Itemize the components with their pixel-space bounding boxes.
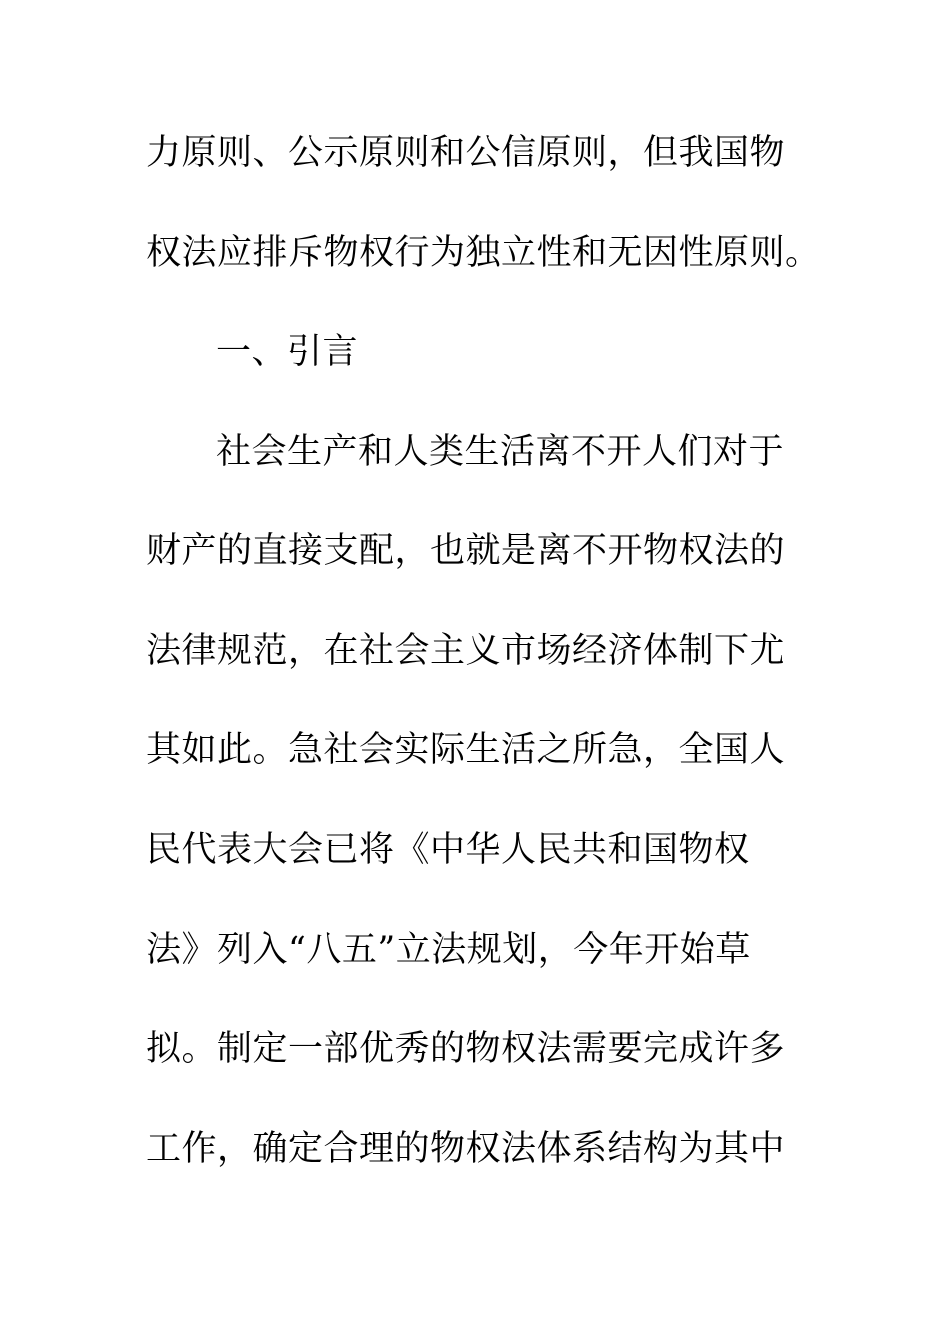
body-text-line: 民代表大会已将《中华人民共和国物权 xyxy=(146,830,750,870)
body-text-line: 拟。制定一部优秀的物权法需要完成许多 xyxy=(146,1029,786,1069)
section-heading: 一、引言 xyxy=(216,332,359,372)
body-text-line: 工作，确定合理的物权法体系结构为其中 xyxy=(146,1129,786,1169)
body-text-line: 其如此。急社会实际生活之所急，全国人 xyxy=(146,730,786,770)
body-text-line: 权法应排斥物权行为独立性和无因性原则。 xyxy=(146,233,821,273)
body-text-line: 法》列入“八五”立法规划，今年开始草 xyxy=(146,930,751,970)
body-text-line: 力原则、公示原则和公信原则，但我国物 xyxy=(146,133,786,173)
paragraph-first-line: 社会生产和人类生活离不开人们对于 xyxy=(216,432,785,472)
body-text-line: 法律规范，在社会主义市场经济体制下尤 xyxy=(146,631,786,671)
body-text-line: 财产的直接支配，也就是离不开物权法的 xyxy=(146,531,786,571)
